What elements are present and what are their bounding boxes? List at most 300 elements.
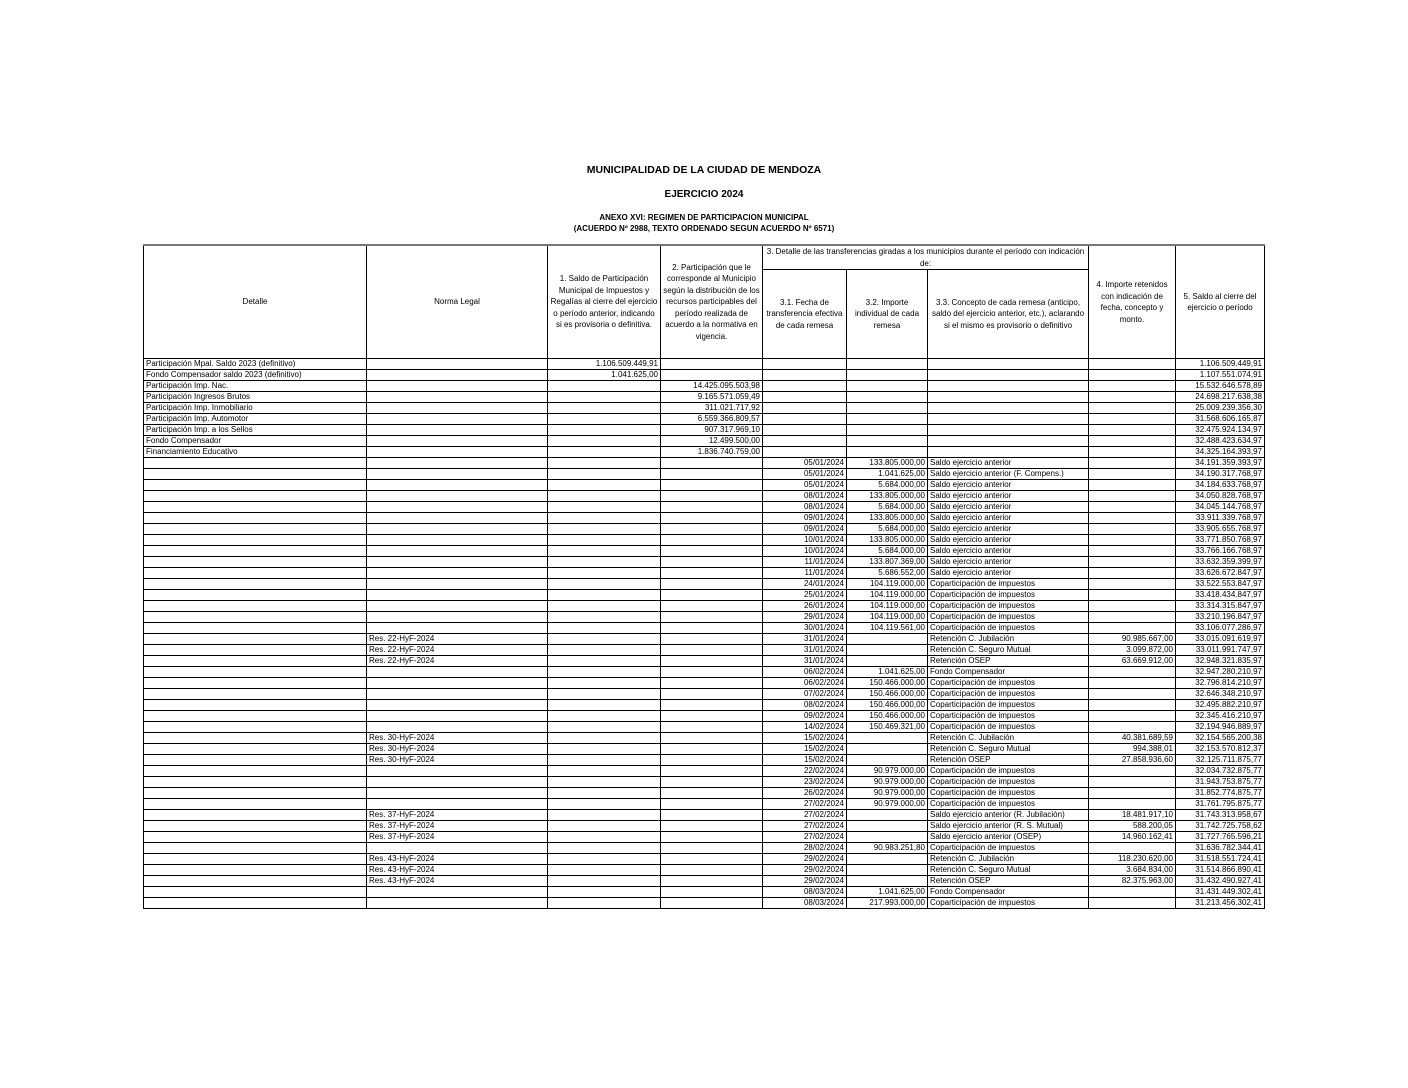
cell-participacion: [661, 645, 763, 656]
cell-concepto: [928, 392, 1089, 403]
cell-concepto: [928, 403, 1089, 414]
table-row: [144, 887, 1265, 898]
cell-saldo-cierre: 33.905.655.768,97: [1176, 524, 1265, 535]
cell-norma-legal: [367, 392, 548, 403]
table-row: [144, 788, 1265, 799]
cell-saldo-anterior: [548, 458, 661, 469]
cell-saldo-anterior: [548, 777, 661, 788]
cell-norma-legal: [367, 447, 548, 458]
cell-saldo-cierre: 32.948.321.835,97: [1176, 656, 1265, 667]
cell-detalle: Participación Mpal. Saldo 2023 (definitivo): [144, 359, 367, 370]
cell-participacion: [661, 656, 763, 667]
cell-importe: 104.119.000,00: [847, 612, 928, 623]
cell-participacion: [661, 887, 763, 898]
cell-saldo-cierre: 32.646.348.210,97: [1176, 689, 1265, 700]
cell-saldo-anterior: [548, 887, 661, 898]
cell-concepto: Saldo ejercicio anterior: [928, 524, 1089, 535]
cell-participacion: [661, 799, 763, 810]
cell-participacion: [661, 667, 763, 678]
table-row: [144, 557, 1265, 568]
table-row: [144, 689, 1265, 700]
cell-participacion: [661, 810, 763, 821]
cell-detalle: [144, 887, 367, 898]
cell-importe-retenido: [1089, 480, 1176, 491]
cell-saldo-anterior: [548, 546, 661, 557]
cell-participacion: [661, 678, 763, 689]
cell-saldo-anterior: [548, 645, 661, 656]
cell-norma-legal: [367, 612, 548, 623]
cell-saldo-anterior: [548, 854, 661, 865]
cell-concepto: Coparticipación de impuestos: [928, 711, 1089, 722]
cell-saldo-anterior: [548, 381, 661, 392]
cell-detalle: [144, 469, 367, 480]
cell-norma-legal: [367, 425, 548, 436]
cell-fecha: 15/02/2024: [763, 733, 847, 744]
cell-concepto: Coparticipación de impuestos: [928, 623, 1089, 634]
cell-importe-retenido: 994.388,01: [1089, 744, 1176, 755]
table-row: [144, 700, 1265, 711]
column-header-importe: 3.2. Importe individual de cada remesa: [847, 270, 928, 359]
cell-importe: [847, 381, 928, 392]
cell-importe: [847, 744, 928, 755]
table-row: [144, 667, 1265, 678]
cell-saldo-cierre: 33.632.359.399,97: [1176, 557, 1265, 568]
cell-importe-retenido: [1089, 359, 1176, 370]
cell-participacion: [661, 898, 763, 909]
cell-saldo-cierre: 33.766.166.768,97: [1176, 546, 1265, 557]
table-row: [144, 414, 1265, 425]
cell-importe-retenido: [1089, 678, 1176, 689]
cell-saldo-cierre: 31.852.774.875,77: [1176, 788, 1265, 799]
cell-importe: [847, 359, 928, 370]
cell-concepto: [928, 381, 1089, 392]
column-header-saldo-cierre: 5. Saldo al cierre del ejercicio o período: [1176, 245, 1265, 359]
cell-fecha: 09/02/2024: [763, 711, 847, 722]
cell-saldo-cierre: 33.314.315.847,97: [1176, 601, 1265, 612]
cell-importe: 5.686.552,00: [847, 568, 928, 579]
cell-saldo-cierre: 34.045.144.768,97: [1176, 502, 1265, 513]
table-row: [144, 612, 1265, 623]
cell-norma-legal: [367, 469, 548, 480]
cell-saldo-anterior: [548, 656, 661, 667]
cell-saldo-anterior: [548, 557, 661, 568]
cell-saldo-anterior: [548, 689, 661, 700]
column-header-participacion: 2. Participación que le corresponde al Municipio según la distribución de los recursos participables del período realizada de acuerdo a la normativa en vigencia.: [661, 245, 763, 359]
cell-importe: [847, 645, 928, 656]
cell-saldo-anterior: [548, 876, 661, 887]
cell-importe-retenido: [1089, 524, 1176, 535]
cell-importe: [847, 755, 928, 766]
table-row: [144, 502, 1265, 513]
cell-importe: [847, 414, 928, 425]
cell-norma-legal: [367, 546, 548, 557]
cell-importe-retenido: 588.200,05: [1089, 821, 1176, 832]
cell-norma-legal: [367, 590, 548, 601]
cell-saldo-cierre: 33.626.672.847,97: [1176, 568, 1265, 579]
cell-participacion: [661, 843, 763, 854]
cell-importe: [847, 656, 928, 667]
cell-importe-retenido: [1089, 579, 1176, 590]
cell-saldo-anterior: [548, 601, 661, 612]
cell-detalle: [144, 865, 367, 876]
table-row: [144, 634, 1265, 645]
cell-importe-retenido: [1089, 887, 1176, 898]
cell-saldo-anterior: [548, 425, 661, 436]
annex-title: ANEXO XVI: REGIMEN DE PARTICIPACION MUNICIPAL: [599, 213, 809, 222]
cell-saldo-cierre: 31.727.765.596,21: [1176, 832, 1265, 843]
organization-title: MUNICIPALIDAD DE LA CIUDAD DE MENDOZA: [586, 164, 822, 176]
cell-saldo-anterior: [548, 755, 661, 766]
exercise-title: EJERCICIO 2024: [664, 189, 744, 200]
cell-norma-legal: Res. 37-HyF-2024: [367, 821, 548, 832]
cell-importe-retenido: [1089, 403, 1176, 414]
cell-importe: 1.041.625,00: [847, 667, 928, 678]
cell-norma-legal: [367, 414, 548, 425]
cell-saldo-cierre: 32.034.732.875,77: [1176, 766, 1265, 777]
cell-detalle: [144, 722, 367, 733]
cell-saldo-cierre: 31.432.490.927,41: [1176, 876, 1265, 887]
table-row: [144, 656, 1265, 667]
cell-importe-retenido: [1089, 722, 1176, 733]
cell-saldo-cierre: 31.518.551.724,41: [1176, 854, 1265, 865]
cell-importe-retenido: 14.960.162,41: [1089, 832, 1176, 843]
table-row: [144, 546, 1265, 557]
cell-norma-legal: Res. 22-HyF-2024: [367, 634, 548, 645]
cell-detalle: [144, 491, 367, 502]
cell-importe-retenido: [1089, 788, 1176, 799]
cell-concepto: Coparticipación de impuestos: [928, 590, 1089, 601]
table-row: [144, 832, 1265, 843]
cell-saldo-anterior: [548, 667, 661, 678]
cell-norma-legal: Res. 43-HyF-2024: [367, 876, 548, 887]
cell-importe-retenido: [1089, 590, 1176, 601]
cell-concepto: Coparticipación de impuestos: [928, 799, 1089, 810]
cell-importe-retenido: [1089, 381, 1176, 392]
cell-saldo-anterior: [548, 447, 661, 458]
cell-saldo-cierre: 34.190.317.768,97: [1176, 469, 1265, 480]
cell-participacion: [661, 601, 763, 612]
cell-importe-retenido: 27.858.936,60: [1089, 755, 1176, 766]
cell-detalle: [144, 876, 367, 887]
cell-participacion: 9.165.571.059,49: [661, 392, 763, 403]
cell-fecha: 29/02/2024: [763, 854, 847, 865]
table-row: [144, 733, 1265, 744]
cell-detalle: [144, 678, 367, 689]
cell-saldo-anterior: [548, 414, 661, 425]
cell-importe: 90.979.000,00: [847, 799, 928, 810]
cell-participacion: [661, 370, 763, 381]
cell-norma-legal: [367, 557, 548, 568]
table-row: [144, 491, 1265, 502]
cell-norma-legal: [367, 711, 548, 722]
cell-detalle: [144, 579, 367, 590]
cell-detalle: [144, 700, 367, 711]
cell-participacion: [661, 876, 763, 887]
cell-saldo-anterior: [548, 502, 661, 513]
cell-importe: 90.979.000,00: [847, 777, 928, 788]
cell-concepto: Retención C. Jubilación: [928, 733, 1089, 744]
cell-fecha: [763, 370, 847, 381]
cell-saldo-cierre: 31.636.782.344,41: [1176, 843, 1265, 854]
cell-fecha: [763, 392, 847, 403]
cell-importe: 104.119.000,00: [847, 579, 928, 590]
cell-saldo-anterior: [548, 590, 661, 601]
cell-saldo-anterior: [548, 568, 661, 579]
cell-importe-retenido: [1089, 370, 1176, 381]
cell-saldo-cierre: 24.698.217.638,38: [1176, 392, 1265, 403]
cell-concepto: Saldo ejercicio anterior: [928, 568, 1089, 579]
cell-importe-retenido: 18.481.917,10: [1089, 810, 1176, 821]
cell-fecha: [763, 403, 847, 414]
cell-importe: [847, 854, 928, 865]
cell-fecha: 15/02/2024: [763, 744, 847, 755]
cell-detalle: Fondo Compensador saldo 2023 (definitivo): [144, 370, 367, 381]
cell-fecha: 27/02/2024: [763, 821, 847, 832]
cell-participacion: [661, 788, 763, 799]
cell-importe-retenido: 63.669.912,00: [1089, 656, 1176, 667]
cell-norma-legal: Res. 22-HyF-2024: [367, 656, 548, 667]
cell-importe: 150.469.321,00: [847, 722, 928, 733]
cell-participacion: 311.021.717,92: [661, 403, 763, 414]
cell-concepto: [928, 370, 1089, 381]
cell-importe-retenido: [1089, 469, 1176, 480]
cell-importe: 90.979.000,00: [847, 788, 928, 799]
cell-fecha: 06/02/2024: [763, 667, 847, 678]
cell-saldo-cierre: 32.125.711.875,77: [1176, 755, 1265, 766]
cell-concepto: Saldo ejercicio anterior (F. Compens.): [928, 469, 1089, 480]
cell-concepto: Saldo ejercicio anterior: [928, 502, 1089, 513]
cell-saldo-anterior: [548, 722, 661, 733]
cell-norma-legal: [367, 689, 548, 700]
cell-fecha: [763, 414, 847, 425]
cell-importe: 104.119.561,00: [847, 623, 928, 634]
cell-norma-legal: [367, 777, 548, 788]
cell-participacion: [661, 612, 763, 623]
cell-importe: [847, 733, 928, 744]
cell-participacion: [661, 458, 763, 469]
cell-saldo-cierre: 1.106.509.449,91: [1176, 359, 1265, 370]
cell-saldo-anterior: [548, 678, 661, 689]
cell-detalle: [144, 458, 367, 469]
cell-fecha: [763, 436, 847, 447]
cell-importe-retenido: [1089, 502, 1176, 513]
cell-concepto: Saldo ejercicio anterior: [928, 480, 1089, 491]
cell-importe-retenido: [1089, 843, 1176, 854]
cell-concepto: [928, 359, 1089, 370]
cell-norma-legal: Res. 30-HyF-2024: [367, 733, 548, 744]
table-row: [144, 810, 1265, 821]
table-row: [144, 854, 1265, 865]
cell-concepto: Saldo ejercicio anterior (R. Jubilación): [928, 810, 1089, 821]
cell-importe: [847, 634, 928, 645]
cell-importe-retenido: 3.099.872,00: [1089, 645, 1176, 656]
table-row: [144, 579, 1265, 590]
cell-saldo-cierre: 31.761.795.875,77: [1176, 799, 1265, 810]
cell-importe: 90.983.251,80: [847, 843, 928, 854]
cell-concepto: [928, 414, 1089, 425]
table-row: [144, 381, 1265, 392]
cell-importe: 1.041.625,00: [847, 887, 928, 898]
cell-fecha: 08/01/2024: [763, 502, 847, 513]
cell-participacion: [661, 579, 763, 590]
cell-norma-legal: [367, 568, 548, 579]
column-header-fecha: 3.1. Fecha de transferencia efectiva de cada remesa: [763, 270, 847, 359]
cell-importe-retenido: [1089, 447, 1176, 458]
cell-fecha: 07/02/2024: [763, 689, 847, 700]
cell-saldo-cierre: 32.495.882.210,97: [1176, 700, 1265, 711]
cell-detalle: [144, 689, 367, 700]
cell-participacion: [661, 832, 763, 843]
table-row: [144, 524, 1265, 535]
cell-fecha: 28/02/2024: [763, 843, 847, 854]
cell-saldo-anterior: [548, 744, 661, 755]
cell-norma-legal: [367, 722, 548, 733]
cell-detalle: Participación Imp. a los Sellos: [144, 425, 367, 436]
table-row: [144, 535, 1265, 546]
cell-saldo-cierre: 34.184.633.768,97: [1176, 480, 1265, 491]
table-row: [144, 821, 1265, 832]
cell-saldo-cierre: 34.050.828.768,97: [1176, 491, 1265, 502]
cell-concepto: Coparticipación de impuestos: [928, 612, 1089, 623]
cell-concepto: Fondo Compensador: [928, 887, 1089, 898]
cell-detalle: [144, 843, 367, 854]
cell-norma-legal: [367, 436, 548, 447]
cell-fecha: 23/02/2024: [763, 777, 847, 788]
cell-fecha: [763, 359, 847, 370]
column-header-norma-legal: Norma Legal: [367, 245, 548, 359]
cell-importe: [847, 392, 928, 403]
cell-saldo-cierre: 32.345.416.210,97: [1176, 711, 1265, 722]
cell-detalle: [144, 711, 367, 722]
cell-participacion: [661, 491, 763, 502]
column-header-concepto: 3.3. Concepto de cada remesa (anticipo, saldo del ejercicio anterior, etc.), aclarando si el mismo es provisorio o definitivo: [928, 270, 1089, 359]
cell-fecha: 24/01/2024: [763, 579, 847, 590]
cell-importe-retenido: [1089, 392, 1176, 403]
cell-importe: 133.805.000,00: [847, 491, 928, 502]
cell-norma-legal: [367, 502, 548, 513]
cell-concepto: Coparticipación de impuestos: [928, 766, 1089, 777]
column-header-saldo-anterior: 1. Saldo de Participación Municipal de Impuestos y Regalías al cierre del ejercicio o período anterior, indicando si es provisoria o definitiva.: [548, 245, 661, 359]
column-group-transferencias: 3. Detalle de las transferencias giradas a los municipios durante el período con indicación de:: [763, 245, 1089, 270]
cell-fecha: 10/01/2024: [763, 535, 847, 546]
cell-detalle: [144, 832, 367, 843]
cell-saldo-anterior: [548, 491, 661, 502]
cell-importe: 150.466.000,00: [847, 678, 928, 689]
cell-concepto: Retención C. Jubilación: [928, 854, 1089, 865]
cell-concepto: [928, 436, 1089, 447]
cell-fecha: [763, 447, 847, 458]
cell-importe-retenido: [1089, 557, 1176, 568]
cell-fecha: 05/01/2024: [763, 458, 847, 469]
cell-concepto: Saldo ejercicio anterior: [928, 546, 1089, 557]
cell-importe-retenido: [1089, 414, 1176, 425]
cell-concepto: Saldo ejercicio anterior (OSEP): [928, 832, 1089, 843]
cell-norma-legal: [367, 799, 548, 810]
cell-participacion: [661, 854, 763, 865]
cell-saldo-anterior: [548, 579, 661, 590]
table-row: [144, 392, 1265, 403]
table-row: [144, 876, 1265, 887]
cell-saldo-cierre: 32.153.570.812,37: [1176, 744, 1265, 755]
cell-saldo-cierre: 33.771.850.768,97: [1176, 535, 1265, 546]
cell-importe-retenido: 118.230.620,00: [1089, 854, 1176, 865]
cell-importe-retenido: [1089, 777, 1176, 788]
cell-fecha: 11/01/2024: [763, 557, 847, 568]
cell-concepto: Retención C. Seguro Mutual: [928, 645, 1089, 656]
cell-saldo-cierre: 32.475.924.134,97: [1176, 425, 1265, 436]
cell-saldo-cierre: 1.107.551.074,91: [1176, 370, 1265, 381]
cell-fecha: 27/02/2024: [763, 810, 847, 821]
cell-importe: 5.684.000,00: [847, 524, 928, 535]
cell-participacion: [661, 546, 763, 557]
cell-fecha: 05/01/2024: [763, 480, 847, 491]
cell-concepto: Coparticipación de impuestos: [928, 843, 1089, 854]
cell-detalle: [144, 656, 367, 667]
cell-importe-retenido: 40.381.689,59: [1089, 733, 1176, 744]
cell-importe-retenido: [1089, 623, 1176, 634]
cell-fecha: 08/01/2024: [763, 491, 847, 502]
cell-fecha: 06/02/2024: [763, 678, 847, 689]
cell-importe: 133.807.369,00: [847, 557, 928, 568]
cell-norma-legal: [367, 623, 548, 634]
cell-norma-legal: Res. 43-HyF-2024: [367, 865, 548, 876]
cell-detalle: [144, 601, 367, 612]
cell-detalle: [144, 898, 367, 909]
cell-norma-legal: [367, 601, 548, 612]
cell-fecha: 30/01/2024: [763, 623, 847, 634]
table-row: [144, 623, 1265, 634]
cell-fecha: 14/02/2024: [763, 722, 847, 733]
cell-saldo-cierre: 31.514.866.890,41: [1176, 865, 1265, 876]
cell-importe-retenido: [1089, 667, 1176, 678]
cell-saldo-cierre: 31.568.606.165,87: [1176, 414, 1265, 425]
cell-saldo-cierre: 31.431.449.302,41: [1176, 887, 1265, 898]
table-row: [144, 777, 1265, 788]
cell-saldo-cierre: 31.742.725.758,62: [1176, 821, 1265, 832]
table-row: [144, 513, 1265, 524]
agreement-subtitle: (ACUERDO Nº 2988, TEXTO ORDENADO SEGUN ACUERDO Nº 6571): [573, 224, 835, 233]
cell-saldo-cierre: 25.009.239.356,30: [1176, 403, 1265, 414]
table-row: [144, 480, 1265, 491]
cell-fecha: 29/02/2024: [763, 865, 847, 876]
cell-concepto: Saldo ejercicio anterior: [928, 535, 1089, 546]
table-row: [144, 370, 1265, 381]
cell-importe: 150.466.000,00: [847, 700, 928, 711]
cell-saldo-cierre: 34.325.164.393,97: [1176, 447, 1265, 458]
cell-importe-retenido: [1089, 766, 1176, 777]
cell-saldo-cierre: 33.015.091.619,97: [1176, 634, 1265, 645]
table-row: [144, 766, 1265, 777]
table-row: [144, 755, 1265, 766]
cell-detalle: [144, 568, 367, 579]
cell-concepto: Coparticipación de impuestos: [928, 700, 1089, 711]
cell-concepto: Saldo ejercicio anterior: [928, 491, 1089, 502]
cell-participacion: [661, 590, 763, 601]
cell-concepto: Coparticipación de impuestos: [928, 898, 1089, 909]
cell-concepto: Retención C. Seguro Mutual: [928, 865, 1089, 876]
cell-norma-legal: [367, 359, 548, 370]
table-row: [144, 722, 1265, 733]
cell-concepto: Saldo ejercicio anterior (R. S. Mutual): [928, 821, 1089, 832]
cell-detalle: Fondo Compensador: [144, 436, 367, 447]
cell-norma-legal: Res. 37-HyF-2024: [367, 832, 548, 843]
cell-importe: [847, 832, 928, 843]
cell-norma-legal: [367, 579, 548, 590]
cell-norma-legal: [367, 535, 548, 546]
cell-detalle: [144, 557, 367, 568]
table-row: [144, 359, 1265, 370]
cell-saldo-anterior: [548, 733, 661, 744]
